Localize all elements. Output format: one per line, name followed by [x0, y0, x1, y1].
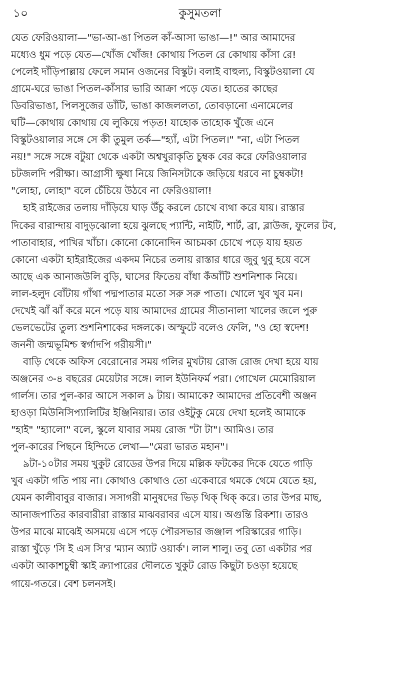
text-line: হাওড়া মিউনিসিপ্যালিটির ইঞ্জিনিয়ার। তার ওইটুকু মেয়ে দেখা হলেই আমাকে — [11, 408, 306, 420]
text-line: বাড়ি থেকে অফিস বেরোনোর সময় গলির মুখটায় রোজ রোজ দেখা হয়ে যায় — [23, 356, 319, 368]
text-line: মধ্যেও ধুম পড়ে যেত—খোঁজ খোঁজ! কোথায় পিতল রে কোথায় কাঁসা রে! — [11, 50, 297, 62]
text-line: যেত ফেরিওয়ালা—"ভা-আ-ঙা পিতল কাঁ-আসা ভাঙা—!" আর আমাদের — [11, 33, 296, 44]
text-line: গায়ে-গতরে। বেশ চলনসই। — [11, 578, 116, 590]
text-line: ঘটি—কোথায় কোথায় যে লুকিয়ে পড়ত! যাহোক তাহোক খুঁজে এনে — [11, 118, 274, 130]
text-line: জননী জন্মভূমিশ্চ স্বর্গাদপি গরীয়সী।" — [11, 339, 152, 351]
paragraph — [11, 200, 389, 353]
text-line: দেখেই ঝাঁ ঝাঁ করে মনে পড়ে যায় আমাদের গ্রামের সীতানালা খালের জলে পুরু — [11, 305, 317, 317]
text-line: ভেলভেটের তুল্য শুশনিশাকের দঙ্গলকে। অস্ফুটে বলেও ফেলি, "ও হো স্বদেশ! — [11, 322, 310, 334]
text-line: হাই রাইজের তলায় দাঁড়িয়ে ঘাড় উঁচু করলে চোখে ব্যথা করে যায়। রাস্তার — [23, 203, 305, 215]
text-line: আছে এক আনাজউলি বুড়ি, ঘাসের ফিতেয় বাঁধা কঁআঁটি শুশনিশাক নিয়ে। — [11, 271, 298, 283]
text-line: পুল-কারের পিছনে হিন্দিতে লেখা—"মেরা ভারত মহান"। — [11, 442, 229, 454]
text-line: পেলেই দাঁড়িপাল্লায় ফেলে সমান ওজনের বিস্কুট। বলাই বাহুল্য, বিস্কুটওয়ালা যে — [11, 67, 315, 79]
paragraph — [11, 456, 389, 592]
text-line: রাস্তা খুঁড়ে 'সি ই এস সি'র 'ম্যান অ্যাট ওয়ার্ক'। লাল শালু। তবু তো একটার পর — [11, 544, 312, 556]
text-line: "হাই" "হ্যালো" বলে, স্কুলে যাবার সময় রোজ "টা টা"। আমিও। তার — [11, 425, 274, 437]
text-line: চটজলদি পরীক্ষা। আগ্রাসী ক্ষুধা নিয়ে জিনিসটাকে জড়িয়ে ধরবে না চুম্বকটা! — [11, 169, 304, 181]
text-line: উপর মাঝে মাঝেই অসময়ে এসে পড়ে পৌরসভার জঞ্জাল পরিস্কারের গাড়ি। — [11, 527, 302, 539]
page-number: ১০ — [13, 6, 28, 20]
text-line: দিকের বারান্দায় বাদুড়ঝোলা হয়ে ঝুলছে প্যান্টি, নাইটি, শার্ট, ব্রা, ব্লাউজ, ফুলের টব, — [11, 220, 337, 232]
text-line: অঞ্জনের ৩-৪ বছরের মেয়েটার সঙ্গে। লাল ইউনিফর্ম পরা। গোখেল মেমোরিয়াল — [11, 373, 316, 385]
text-line: গার্লস। তার পুল-কার আসে সকাল ৯ টায়। আমাকে? আমাদের প্রতিবেশী অঞ্জন — [11, 390, 317, 402]
text-line: পাতাবাহার, পাখির খাঁচা। কোনো কোনোদিন আচমকা চোখে পড়ে যায় হয়ত — [11, 237, 303, 249]
text-line: "লোহা, লোহা" বলে চেঁচিয়ে উঠবে না ফেরিওয়ালা! — [11, 186, 212, 198]
running-title: কুসুমতলা — [178, 6, 222, 20]
text-line: লাল-হলুদ বোঁটায় গাঁথা পদ্মপাতার মতো সরু সরু পাতা। খোলে খুব খুব মন। — [11, 288, 303, 300]
text-line: আনাজপাতির কারবারীরা রাস্তার মাঝবরাবর এসে যায়। অগুন্তি রিকশা। তারও — [11, 510, 309, 522]
paragraph — [11, 30, 389, 200]
page-header — [11, 4, 389, 24]
body-text — [11, 30, 389, 593]
text-line: বিস্কুটওয়ালার সঙ্গে সে কী তুমুল তর্ক—"হ্যাঁ, এটা পিতল।" "না, এটা পিতল — [11, 135, 300, 147]
text-line: একটা আকাশচুম্বী স্কাই ক্র্যাপারের দৌলতে খুকুট রোড কিছুটা চওড়া হয়েছে — [11, 561, 298, 573]
text-line: যেমন কালীবাবুর বাজার। সসাগরী মানুষদের ভিড় থিক্ থিক্ করে। তার উপর মাছ, — [11, 493, 322, 505]
text-line: গ্রামে-ঘরে ভাঙা পিতল-কাঁসার ভারি আক্রা পড়ে যেত। হাতের কাছের — [11, 84, 278, 96]
text-line: নয়!" সঙ্গে সঙ্গে বটুয়া থেকে একটা অশ্বখুরাকৃতি চুম্বক বের করে ফেরিওয়ালার — [11, 152, 307, 164]
text-line: ৯টা-১০টার সময় খুকুট রোডের উপর দিয়ে মল্লিক ফটকের দিকে যেতে গাড়ি — [23, 459, 313, 471]
text-line: ডিবরিভাঙা, পিলসুজের ডাঁটি, ভাঙা কাজললতা, তোবড়ানো এনামেলের — [11, 101, 293, 113]
paragraph — [11, 354, 389, 456]
text-line: খুব একটা গতি পায় না। কোথাও কোথাও তো একেবারে থমকে থেমে যেতে হয়, — [11, 476, 317, 488]
text-line: কোনো একটা হাইরাইজের একদম নিচের তলায় রাস্তার ধারে জুবু থুবু হয়ে বসে — [11, 254, 311, 266]
